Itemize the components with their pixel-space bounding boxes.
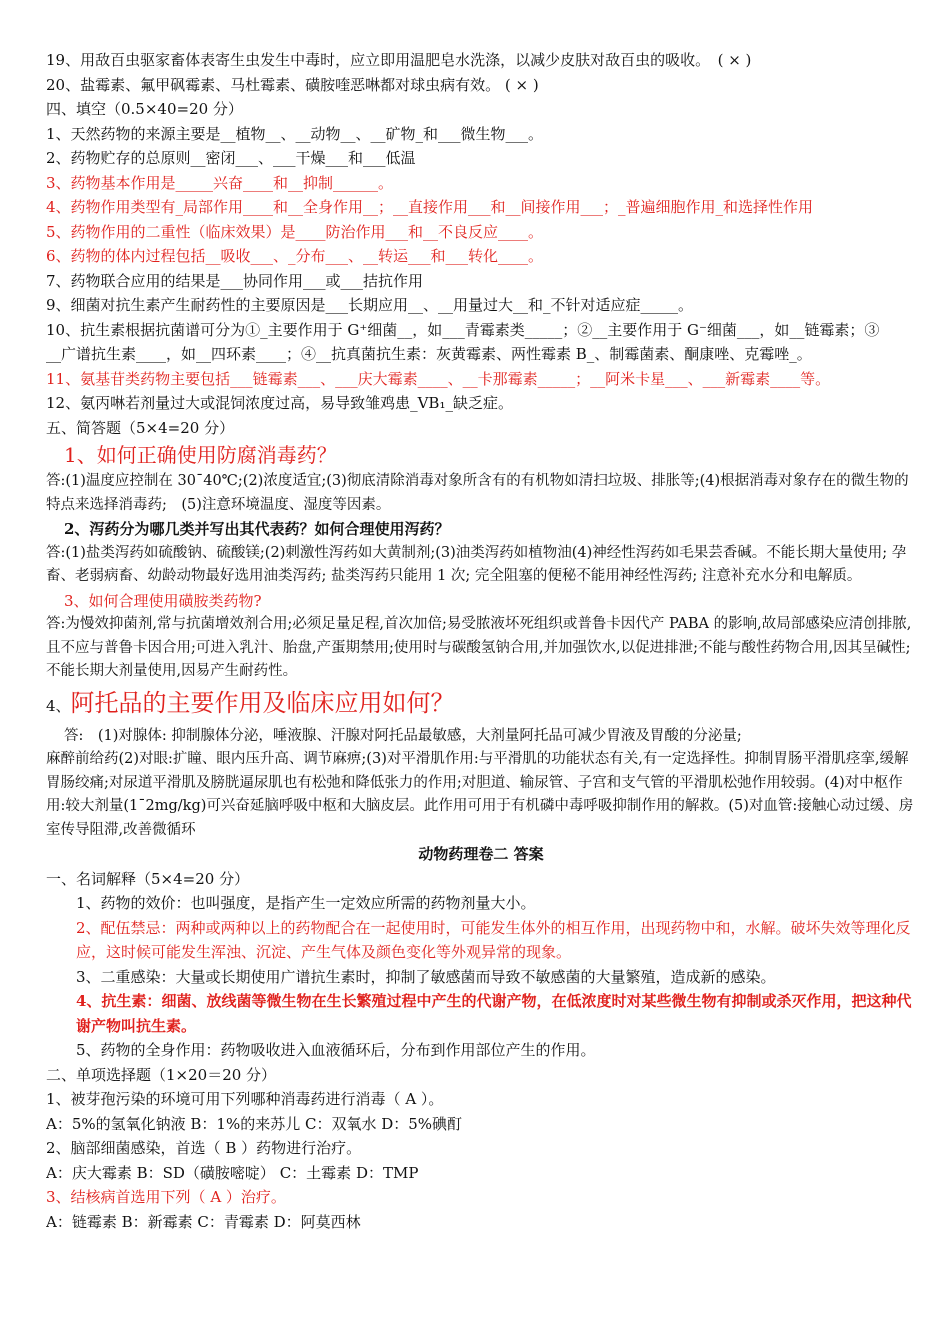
fill-item-10: 10、抗生素根据抗菌谱可分为①_主要作用于 G⁺细菌__，如___青霉素类_____；②__主要作用于 G⁻细菌___，如__链霉素；③ xyxy=(46,320,880,339)
definition-1: 1、药物的效价：也叫强度，是指产生一定效应所需的药物剂量大小。 xyxy=(76,894,536,912)
mc-question-1: 1、被芽孢污染的环境可用下列哪种消毒药进行消毒（ A ）。 xyxy=(46,1090,444,1108)
definition-4: 4、抗生素：细菌、放线菌等微生物在生长繁殖过程中产生的代谢产物，在低浓度时对某些微生物有抑制或杀灭作用，把这种代谢产物叫抗生素。 xyxy=(76,992,912,1035)
section-heading-definitions: 一、名词解释（5×4=20 分） xyxy=(46,869,250,888)
fill-item-4: 4、药物作用类型有_局部作用____和__全身作用__；__直接作用___和__间接作用___；_普遍细胞作用_和选择性作用 xyxy=(46,198,814,216)
fill-item-10-cont: __广谱抗生素____，如__四环素____；④__抗真菌抗生素：灰黄霉素、两性霉素 B_、制霉菌素、酮康唑、克霉唑_。 xyxy=(46,345,812,363)
short-answer-2: 答:(1)盐类泻药如硫酸钠、硫酸镁;(2)刺激性泻药如大黄制剂;(3)油类泻药如植物油(4)神经性泻药如毛果芸香碱。不能长期大量使用; 孕畜、老弱病畜、幼龄动物最好选用油类泻药; 盐类泻药只能用 1 次; 完全阻塞的便秘不能用神经性泻药; 注意补充水分和电解质。 xyxy=(46,544,907,584)
short-question-1: 1、如何正确使用防腐消毒药？ xyxy=(64,443,337,467)
mc-options-2: A：庆大霉素 B：SD（磺胺嘧啶） C：土霉素 D：TMP xyxy=(46,1163,419,1182)
fill-item-9: 9、细菌对抗生素产生耐药性的主要原因是___长期应用__、__用量过大__和_不针对适应症_____。 xyxy=(46,296,694,314)
definition-3: 3、二重感染：大量或长期使用广谱抗生素时，抑制了敏感菌而导致不敏感菌的大量繁殖，造成新的感染。 xyxy=(76,967,776,986)
mc-options-1: A：5%的氢氧化钠液 B：1%的来苏儿 C：双氧水 D：5%碘酊 xyxy=(46,1114,463,1133)
mc-question-3: 3、结核病首选用下列（ A ）治疗。 xyxy=(46,1188,286,1206)
fill-item-11: 11、氨基苷类药物主要包括___链霉素___、___庆大霉素____、__卡那霉素_____；__阿米卡星___、___新霉素____等。 xyxy=(46,369,831,388)
fill-item-5: 5、药物作用的二重性（临床效果）是____防治作用___和__不良反应____。 xyxy=(46,222,544,241)
short-question-4-number: 4、 xyxy=(46,696,71,715)
judge-item-19: 19、用敌百虫驱家畜体表寄生虫发生中毒时，应立即用温肥皂水洗涤，以减少皮肤对敌百虫的吸收。 ( × ) xyxy=(46,51,752,69)
fill-item-12: 12、氨丙啉若剂量过大或混饲浓度过高，易导致雏鸡患_VB₁_缺乏症。 xyxy=(46,394,513,412)
fill-item-6: 6、药物的体内过程包括__吸收___、_分布___、__转运___和___转化____。 xyxy=(46,247,544,265)
definition-2: 2、配伍禁忌：两种或两种以上的药物配合在一起使用时，可能发生体外的相互作用，出现药物中和，水解。破坏失效等理化反应，这时候可能发生浑浊、沉淀、产生气体及颜色变化等外观异常的现象。 xyxy=(76,918,911,961)
judge-item-20: 20、盐霉素、氟甲砜霉素、马杜霉素、磺胺喹恶啉都对球虫病有效。 ( × ) xyxy=(46,75,539,94)
short-answer-1: 答:(1)温度应控制在 30¯40℃;(2)浓度适宜;(3)彻底清除消毒对象所含有的有机物如清扫垃圾、排胀等;(4)根据消毒对象存在的微生物的特点来选择消毒药; (5)注意环境温度、湿度等因素。 xyxy=(46,473,909,513)
short-question-3: 3、如何合理使用磺胺类药物? xyxy=(64,591,262,610)
fill-item-7: 7、药物联合应用的结果是___协同作用___或___拮抗作用 xyxy=(46,271,424,290)
fill-item-1: 1、天然药物的来源主要是__植物__、__动物__、__矿物_和___微生物___。 xyxy=(46,124,544,143)
short-answer-4-rest: 麻醉前给药(2)对眼:扩瞳、眼内压升高、调节麻痹;(3)对平滑肌作用:与平滑肌的功能状态有关,有一定选择性。抑制胃肠平滑肌痉挛,缓解胃肠绞痛;对尿道平滑肌及膀胱逼尿肌也有松弛和降低张力的作用;对胆道、输尿管、子宫和支气管的平滑肌松弛作用较弱。(4)对中枢作用:较大剂量(1¯2mg/kg)可兴奋延脑呼吸中枢和大脑皮层。此作用可用于有机磷中毒呼吸抑制作用的解救。(5)对血管:接触心动过缓、房室传导阻滞,改善微循环 xyxy=(46,751,914,838)
short-question-4 xyxy=(46,684,916,725)
short-answer-4-line1: 答: (1)对腺体: 抑制腺体分泌，唾液腺、汗腺对阿托品最敏感，大剂量阿托品可减少胃液及胃酸的分泌量; xyxy=(64,727,742,744)
fill-item-3: 3、药物基本作用是_____兴奋____和__抑制______。 xyxy=(46,173,394,192)
fill-item-2: 2、药物贮存的总原则__密闭___、___干燥___和___低温 xyxy=(46,149,416,167)
section-heading-fill: 四、填空（0.5×40=20 分） xyxy=(46,100,243,118)
section-heading-multiple-choice: 二、单项选择题（1×20＝20 分） xyxy=(46,1065,277,1084)
section-heading-short: 五、简答题（5×4=20 分） xyxy=(46,418,235,437)
short-question-4-text: 阿托品的主要作用及临床应用如何？ xyxy=(70,688,455,717)
paper2-title: 动物药理卷二 答案 xyxy=(418,845,544,863)
short-question-2: 2、泻药分为哪几类并写出其代表药？如何合理使用泻药？ xyxy=(64,520,450,538)
document-page xyxy=(46,48,916,1234)
mc-question-2: 2、脑部细菌感染，首选（ B ）药物进行治疗。 xyxy=(46,1139,362,1157)
mc-options-3: A：链霉素 B：新霉素 C：青霉素 D：阿莫西林 xyxy=(46,1212,361,1231)
definition-5: 5、药物的全身作用：药物吸收进入血液循环后，分布到作用部位产生的作用。 xyxy=(76,1041,596,1059)
short-answer-3: 答:为慢效抑菌剂,常与抗菌增效剂合用;必须足量足程,首次加倍;易受脓液坏死组织或普鲁卡因代产 PABA 的影响,故局部感染应清创排脓,且不应与普鲁卡因合用;可进入乳汁、胎盘,产蛋期禁用;使用时与碳酸氢钠合用,并加强饮水,以促进排泄;不能与酸性药物合用,因其呈碱性;不能长期大剂量使用,因易产生耐药性。 xyxy=(46,616,912,679)
